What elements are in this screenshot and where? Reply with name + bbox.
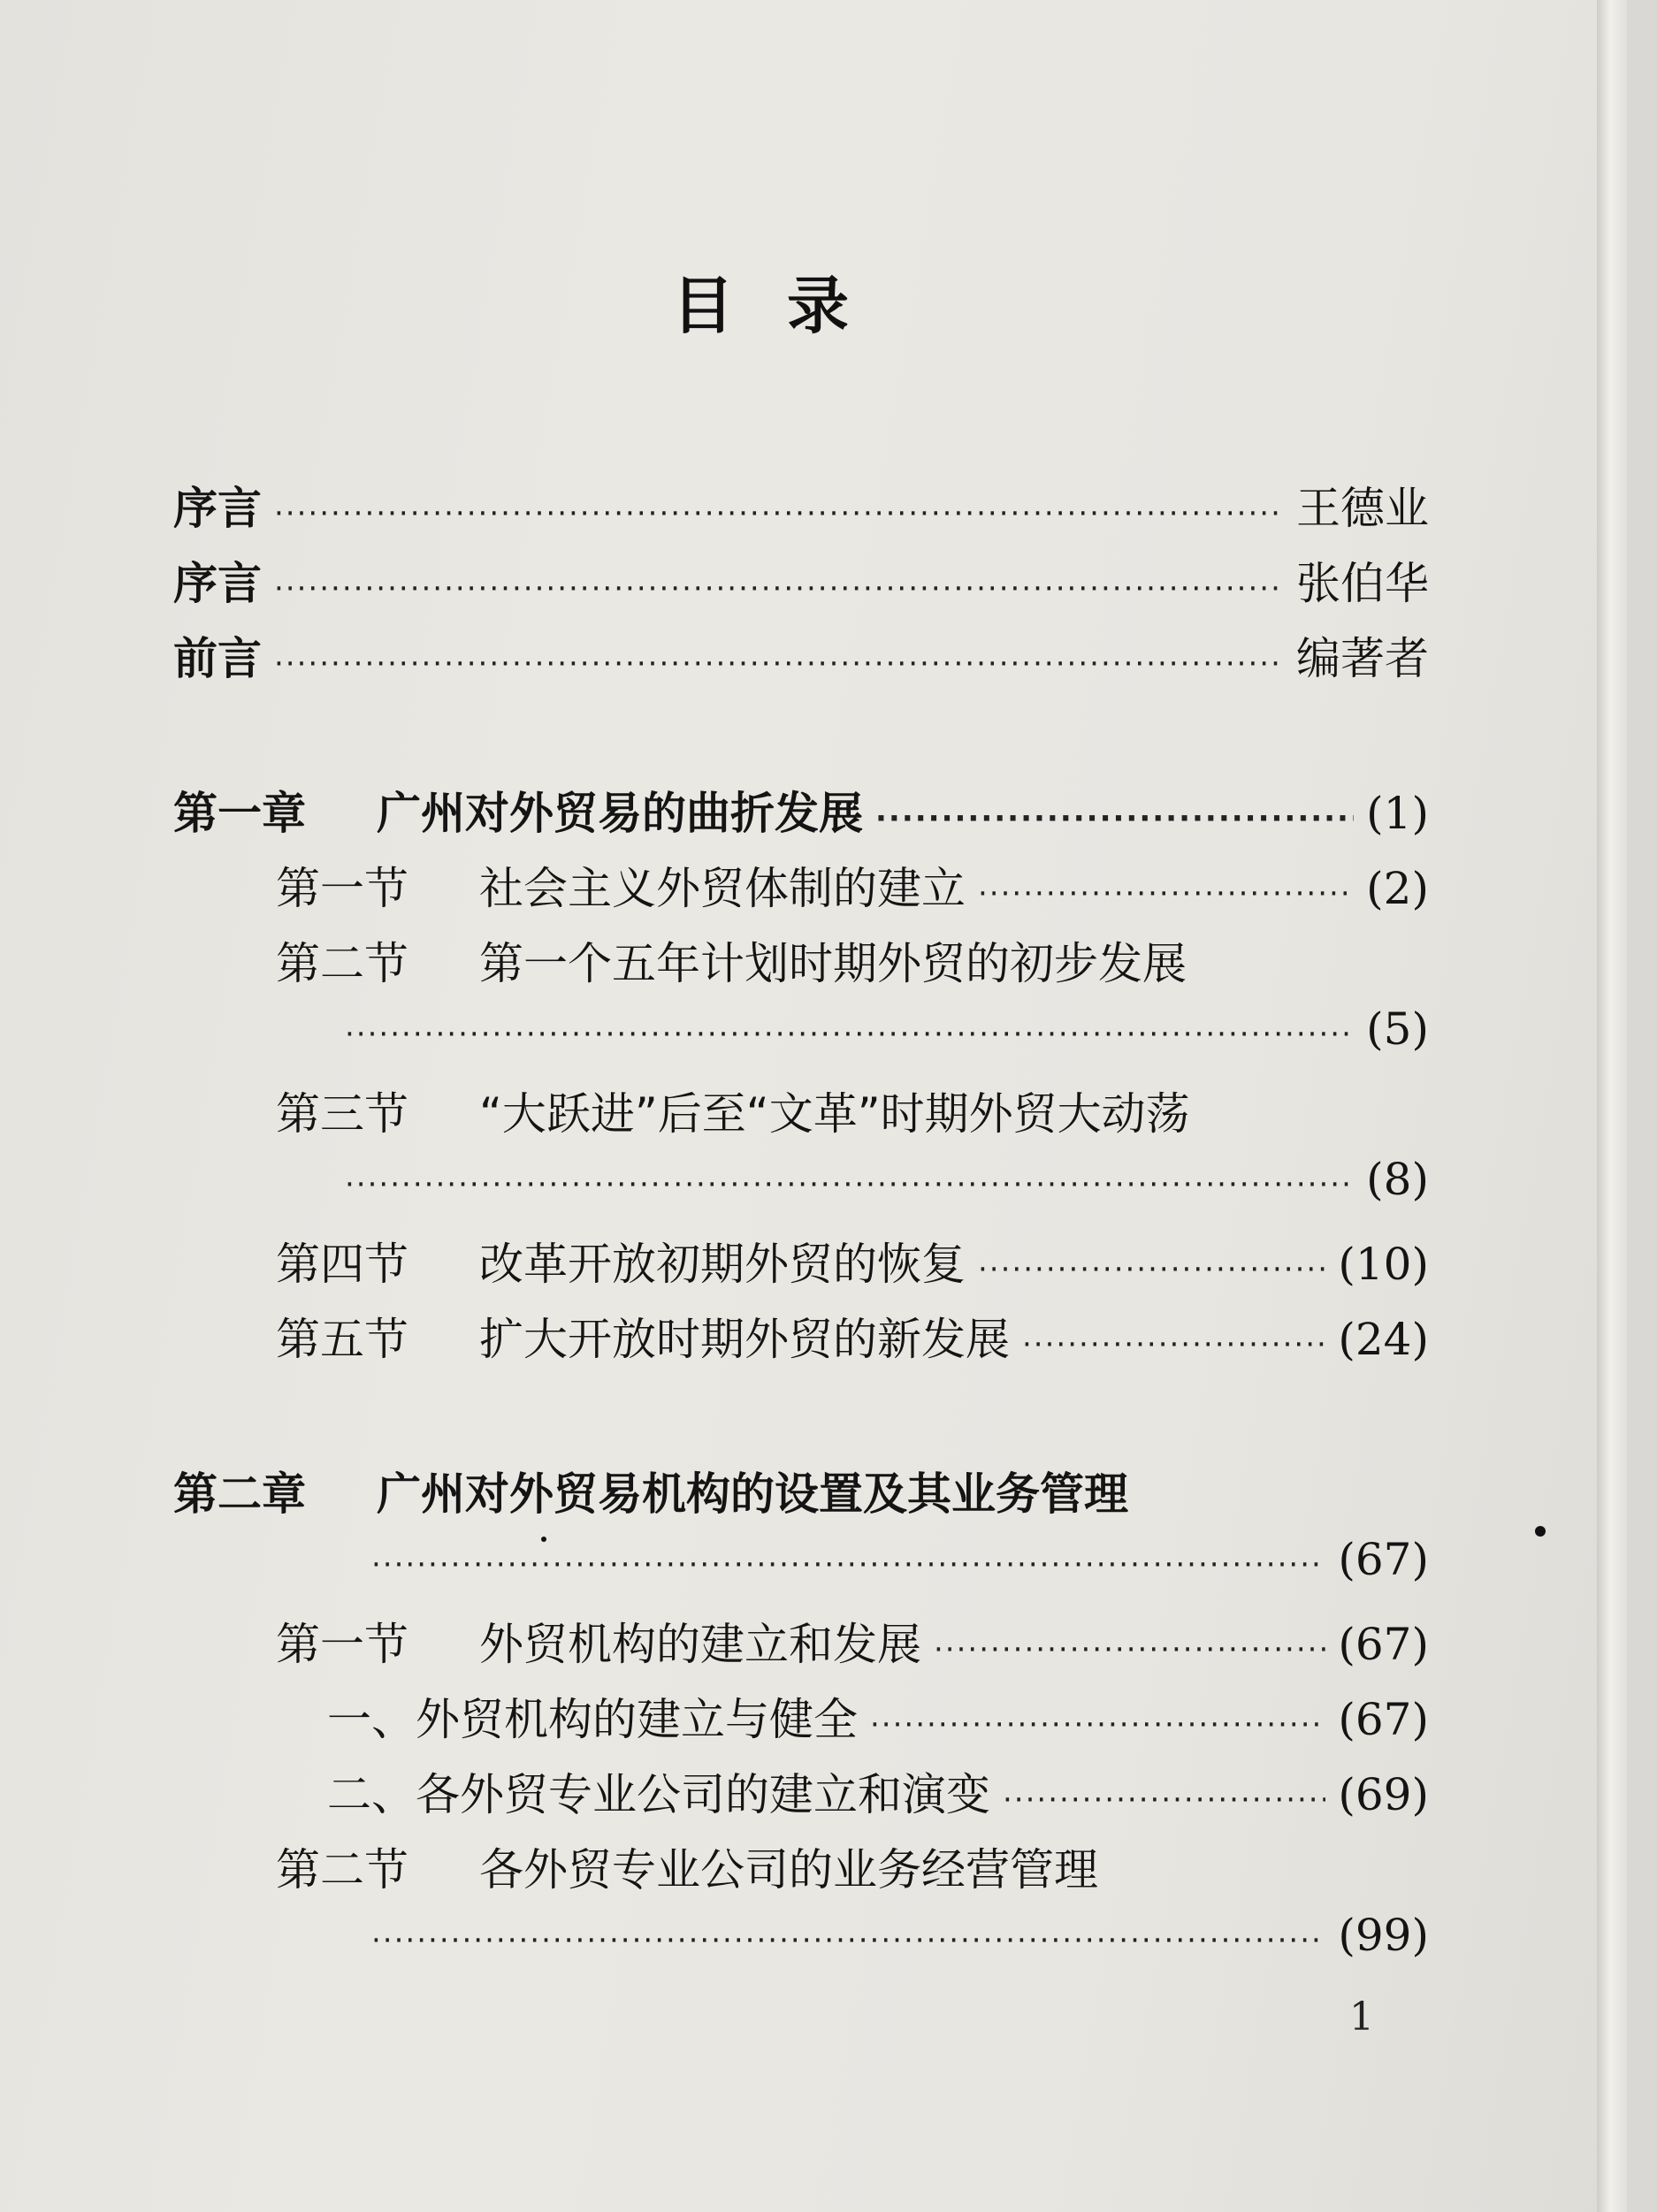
section-number: 第二节: [276, 1844, 409, 1895]
chapter-title: 广州对外贸易的曲折发展: [377, 788, 863, 839]
leader-dots: [274, 646, 1284, 682]
preface-label: 序言: [173, 483, 262, 534]
section-title: “大跃进”后至“文革”时期外贸大动荡: [479, 1088, 1190, 1140]
page-ref: (99): [1338, 1910, 1429, 1961]
toc-title: 目录: [672, 270, 902, 342]
subsection-title: 二、各外贸专业公司的建立和演变: [327, 1769, 990, 1820]
toc-entry-continuation: [345, 1154, 1429, 1205]
leader-dots: [274, 571, 1284, 606]
leader-dots: [371, 1547, 1325, 1583]
toc-entry-subsection: [327, 1684, 1429, 1748]
toc-entry-section: [276, 1609, 1429, 1673]
leader-dots: [875, 801, 1354, 836]
section-number: 第四节: [276, 1239, 409, 1290]
page-ref: (69): [1338, 1769, 1429, 1820]
page-ref: (24): [1338, 1314, 1429, 1365]
section-title: 改革开放初期外贸的恢复: [479, 1239, 966, 1290]
foreword-label: 前言: [173, 633, 262, 684]
toc-entry-chapter-2: [173, 1459, 1429, 1522]
page-ref: (67): [1338, 1619, 1429, 1670]
section-number: 第五节: [276, 1314, 409, 1365]
leader-dots: [978, 1252, 1325, 1287]
toc-entry-preface-1: [173, 473, 1429, 537]
section-title: 第一个五年计划时期外贸的初步发展: [479, 938, 1187, 989]
preface-label: 序言: [173, 558, 262, 609]
preface-author: 张伯华: [1296, 558, 1429, 609]
leader-dots: [274, 496, 1284, 531]
toc-entry-section: [276, 928, 1429, 992]
leader-dots: [1003, 1782, 1325, 1818]
toc-entry-continuation: [345, 1003, 1429, 1055]
toc-entry-section: [276, 1304, 1429, 1368]
leader-dots: [1022, 1327, 1325, 1362]
toc-entry-section: [276, 1834, 1429, 1898]
subsection-title: 一、外贸机构的建立与健全: [327, 1694, 858, 1745]
preface-author: 王德业: [1296, 483, 1429, 534]
chapter-title: 广州对外贸易机构的设置及其业务管理: [377, 1468, 1128, 1520]
page-ref: (67): [1338, 1694, 1429, 1745]
ink-speck: [1535, 1526, 1546, 1537]
leader-dots: [934, 1632, 1325, 1667]
toc-entry-preface-2: [173, 548, 1429, 612]
page-edge: [1597, 0, 1627, 2212]
toc-entry-subsection: [327, 1759, 1429, 1823]
toc-entry-section: [276, 853, 1429, 917]
leader-dots: [345, 1017, 1354, 1052]
section-number: 第三节: [276, 1088, 409, 1140]
chapter-number: 第一章: [173, 788, 306, 839]
page-ref: (1): [1366, 788, 1429, 839]
page-ref: (5): [1366, 1003, 1429, 1055]
section-title: 各外贸专业公司的业务经营管理: [479, 1844, 1098, 1895]
toc-entry-chapter-1: [173, 778, 1429, 842]
page-ref: (8): [1366, 1154, 1429, 1205]
section-number: 第二节: [276, 938, 409, 989]
section-number: 第一节: [276, 1619, 409, 1670]
leader-dots: [870, 1707, 1325, 1743]
toc-entry-continuation: [371, 1534, 1429, 1585]
leader-dots: [978, 876, 1354, 911]
leader-dots: [345, 1167, 1354, 1202]
toc-entry-continuation: [371, 1910, 1429, 1961]
page-ref: (2): [1366, 863, 1429, 914]
toc-entry-section: [276, 1229, 1429, 1293]
toc-entry-section: [276, 1079, 1429, 1142]
leader-dots: [371, 1923, 1325, 1958]
page-ref: (10): [1338, 1239, 1429, 1290]
ink-speck: [541, 1537, 546, 1542]
section-title: 社会主义外贸体制的建立: [479, 863, 966, 914]
section-number: 第一节: [276, 863, 409, 914]
chapter-number: 第二章: [173, 1468, 306, 1520]
page-ref: (67): [1338, 1534, 1429, 1585]
section-title: 扩大开放时期外贸的新发展: [479, 1314, 1010, 1365]
foreword-author: 编著者: [1296, 633, 1429, 684]
page-number: 1: [1349, 1995, 1374, 2040]
toc-entry-foreword: [173, 623, 1429, 687]
section-title: 外贸机构的建立和发展: [479, 1619, 921, 1670]
